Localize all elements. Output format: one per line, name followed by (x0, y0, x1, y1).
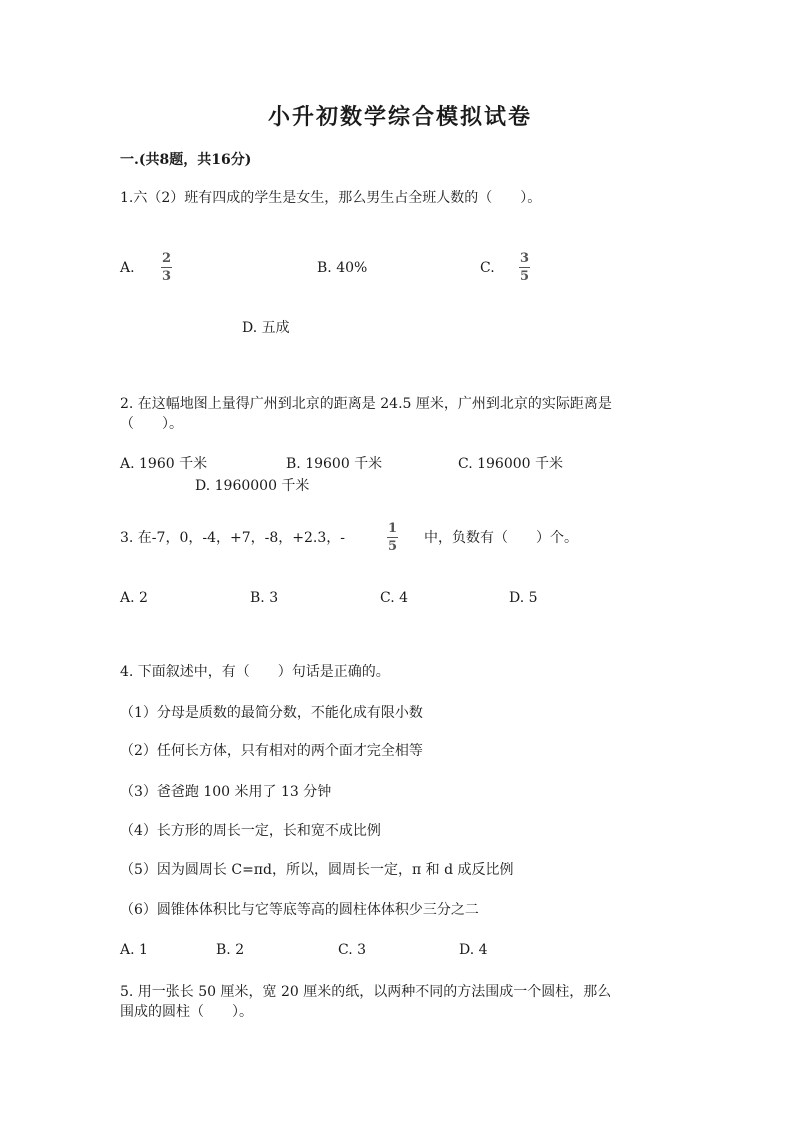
q3-option-b: B. 3 (250, 590, 279, 606)
section-heading: 一.(共8题，共16分) (120, 152, 252, 168)
q4-statement-5: （5）因为圆周长 C=πd，所以，圆周长一定，π 和 d 成反比例 (120, 862, 514, 878)
fraction-numerator: 2 (161, 251, 172, 266)
q1-option-c-label: C. (480, 260, 495, 276)
q4-statement-2: （2）任何长方体，只有相对的两个面才完全相等 (120, 743, 423, 759)
fraction-numerator: 1 (387, 521, 398, 536)
q1-option-a-label: A. (120, 260, 135, 276)
fraction-denominator: 5 (519, 269, 530, 284)
fraction-bar (519, 267, 530, 268)
fraction-bar (161, 267, 172, 268)
fraction-bar (387, 537, 398, 538)
q4-option-d: D. 4 (459, 942, 488, 958)
q2-option-a: A. 1960 千米 (120, 456, 208, 472)
q4-statement-4: （4）长方形的周长一定，长和宽不成比例 (120, 823, 381, 839)
q3-inline-fraction (387, 522, 398, 553)
fraction-denominator: 5 (387, 539, 398, 554)
question-3-text-after: 中，负数有（ ）个。 (424, 530, 578, 546)
page-title: 小升初数学综合模拟试卷 (267, 104, 532, 130)
fraction-denominator: 3 (161, 269, 172, 284)
q3-option-a: A. 2 (120, 590, 148, 606)
question-2-line1: 2. 在这幅地图上量得广州到北京的距离是 24.5 厘米，广州到北京的实际距离是 (120, 396, 612, 412)
question-2-line2: （ ）。 (120, 416, 183, 432)
q4-statement-6: （6）圆锥体体积比与它等底等高的圆柱体体积少三分之二 (120, 902, 479, 918)
q4-statement-1: （1）分母是质数的最简分数，不能化成有限小数 (120, 705, 423, 721)
q1-option-b: B. 40% (317, 260, 368, 276)
q2-option-d: D. 1960000 千米 (195, 478, 310, 494)
q1-option-d: D. 五成 (242, 320, 290, 336)
q1-option-c-fraction (519, 252, 530, 283)
q3-option-d: D. 5 (509, 590, 538, 606)
q4-option-b: B. 2 (216, 942, 245, 958)
q2-option-b: B. 19600 千米 (286, 456, 383, 472)
question-3-text-before: 3. 在-7，0，-4，+7，-8，+2.3，- (120, 530, 345, 546)
q4-statement-3: （3）爸爸跑 100 米用了 13 分钟 (120, 784, 332, 800)
q1-option-a-fraction (161, 252, 172, 283)
question-5-line1: 5. 用一张长 50 厘米，宽 20 厘米的纸，以两种不同的方法围成一个圆柱，那么 (120, 984, 612, 1000)
q4-option-c: C. 3 (338, 942, 367, 958)
question-4-text: 4. 下面叙述中，有（ ）句话是正确的。 (120, 664, 390, 680)
fraction-numerator: 3 (519, 251, 530, 266)
q2-option-c: C. 196000 千米 (458, 456, 564, 472)
question-1-text: 1.六（2）班有四成的学生是女生，那么男生占全班人数的（ ）。 (120, 190, 542, 206)
question-5-line2: 围成的圆柱（ ）。 (120, 1004, 253, 1020)
q3-option-c: C. 4 (380, 590, 409, 606)
q4-option-a: A. 1 (120, 942, 148, 958)
